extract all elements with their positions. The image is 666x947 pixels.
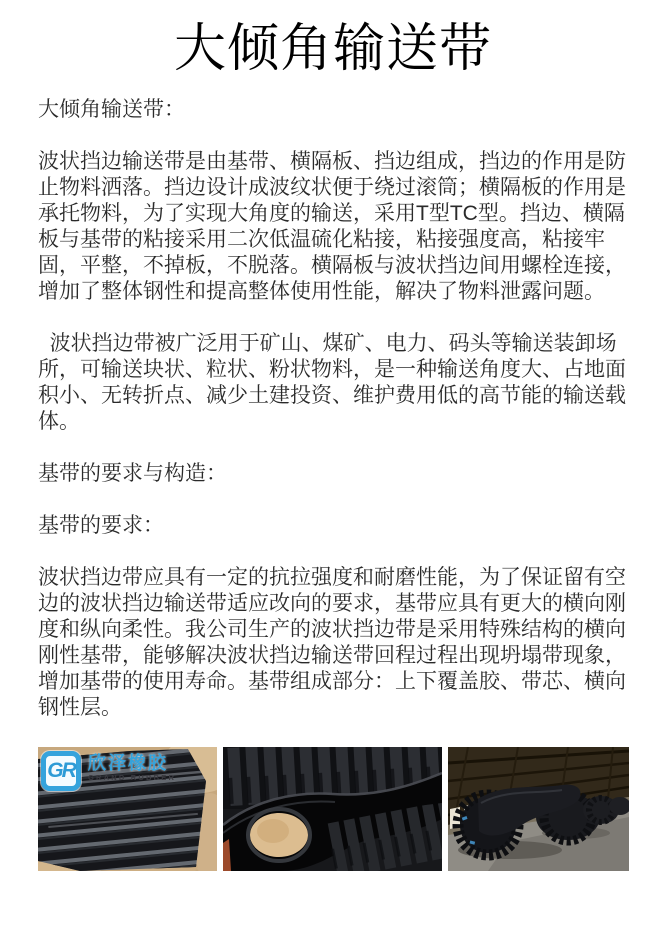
- article-body: [38, 97, 630, 721]
- brand-watermark: [41, 751, 176, 791]
- paragraph-base-belt-req-heading: 基带的要求：: [38, 514, 164, 537]
- photo-sidewall-strips-stack: [38, 747, 217, 871]
- paragraph-intro-label: 大倾角输送带：: [38, 98, 185, 121]
- brand-monogram-icon: GR: [41, 751, 81, 791]
- paragraph-composition: 波状挡边输送带是由基带、横隔板、挡边组成，挡边的作用是防止物料洒落。挡边设计成波纹状便于绕过滚筒；横隔板的作用是承托物料，为了实现大角度的输送，采用T型TC型。挡边、横隔板与基带的粘接采用二次低温硫化粘接，粘接强度高，粘接牢固，平整，不掉板，不脱落。横隔板与波状挡边间用螺栓连接，增加了整体钢性和提高整体使用性能，解决了物料泄露问题。: [38, 150, 626, 303]
- paragraph-base-belt-details: 波状挡边带应具有一定的抗拉强度和耐磨性能，为了保证留有空边的波状挡边输送带适应改向的要求，基带应具有更大的横向刚度和纵向柔性。我公司生产的波状挡边带是采用特殊结构的横向刚性基带，能够解决波状挡边输送带回程过程出现坍塌带现象，增加基带的使用寿命。基带组成部分：上下覆盖胶、带芯、横向钢性层。: [38, 566, 626, 719]
- product-page: [0, 17, 666, 947]
- brand-name-cn: 欣泽橡胶: [88, 753, 168, 773]
- product-photo-gallery: [38, 747, 666, 871]
- paragraph-base-belt-heading: 基带的要求与构造：: [38, 462, 227, 485]
- paragraph-applications: 波状挡边带被广泛用于矿山、煤矿、电力、码头等输送装卸场所，可输送块状、粒状、粉状物料，是一种输送角度大、占地面积小、无转折点、减少土建投资、维护费用低的高节能的输送载体。: [38, 332, 626, 433]
- belt-roll-closeup-image: [223, 747, 442, 871]
- factory-belt-rolls-image: [448, 747, 629, 871]
- brand-name-en: GRAND RUBBER: [88, 773, 177, 782]
- page-title: 大倾角输送带: [173, 20, 492, 78]
- photo-factory-belt-rolls: [448, 747, 629, 871]
- photo-belt-roll-closeup: [223, 747, 442, 871]
